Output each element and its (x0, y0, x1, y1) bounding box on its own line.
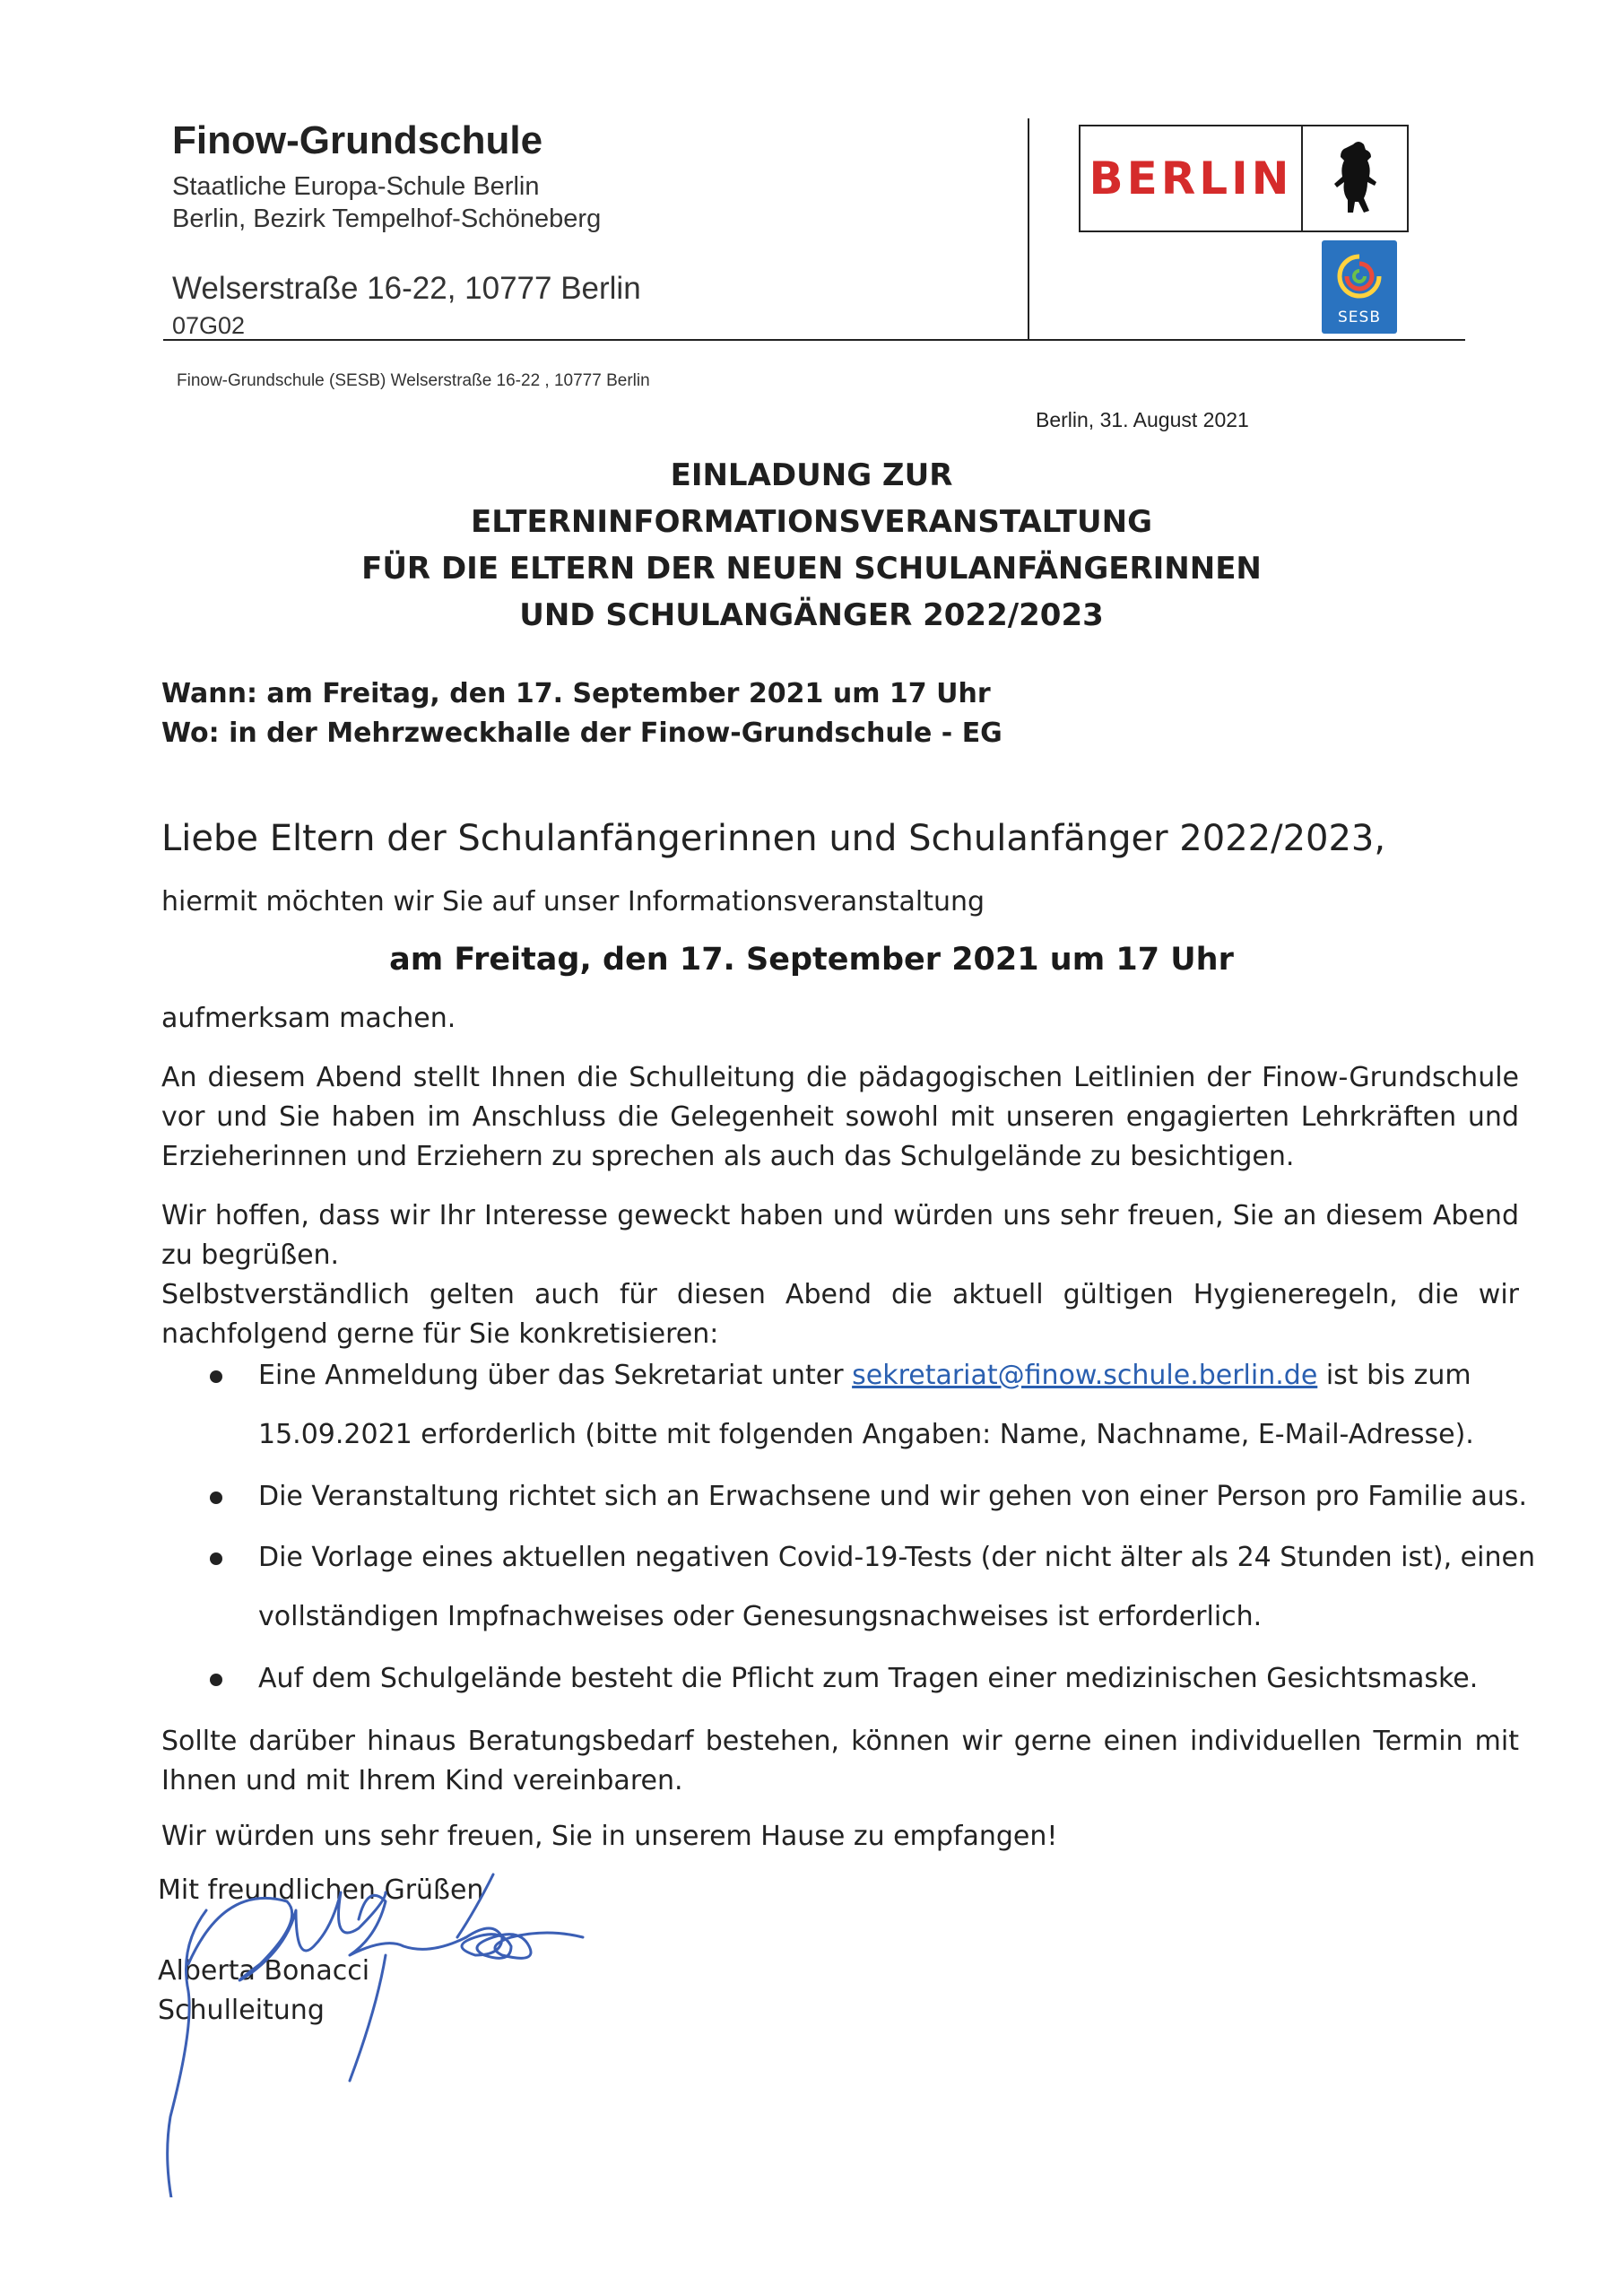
event-when: Wann: am Freitag, den 17. September 2021 um 17 Uhr (161, 678, 991, 709)
paragraph-welcome: Wir würden uns sehr freuen, Sie in unserem Hause zu empfangen! (161, 1821, 1058, 1852)
intro-line: hiermit möchten wir Sie auf unser Informationsveranstaltung (161, 886, 985, 918)
closing: Mit freundlichen Grüßen (158, 1874, 484, 1906)
berlin-logo (1079, 125, 1409, 232)
paragraph-evening: An diesem Abend stellt Ihnen die Schulleitung die pädagogischen Leitlinien der Finow-Grundschule vor und Sie haben im Anschluss die Gelegenheit sowohl mit unseren engagierten Lehrkräften und Erzieherinnen und Erziehern zu sprechen als auch das Schulgelände zu besichtigen. (161, 1062, 1519, 1172)
secretariat-email-link[interactable]: sekretariat@finow.schule.berlin.de (852, 1360, 1318, 1391)
signer-name: Alberta Bonacci (158, 1955, 370, 1987)
school-subtitle-2: Berlin, Bezirk Tempelhof-Schöneberg (172, 204, 602, 233)
letter-date: Berlin, 31. August 2021 (1036, 408, 1249, 431)
letter-title (0, 452, 1623, 639)
school-name: Finow-Grundschule (172, 118, 543, 162)
greeting: Liebe Eltern der Schulanfängerinnen und Schulanfänger 2022/2023, (161, 818, 1386, 859)
school-address: Welserstraße 16-22, 10777 Berlin (172, 271, 641, 306)
paragraph-hope: Wir hoffen, dass wir Ihr Interesse geweckt haben und würden uns sehr freuen, Sie an diesem Abend zu begrüßen. (161, 1200, 1519, 1271)
signer-role: Schulleitung (158, 1995, 325, 2026)
bullet-dot (210, 1492, 222, 1504)
bullet-registration (258, 1360, 1471, 1391)
bullet-dot (210, 1552, 222, 1565)
paragraph-consultation: Sollte darüber hinaus Beratungsbedarf bestehen, können wir gerne einen individuellen Termin mit Ihnen und mit Ihrem Kind vereinbaren. (161, 1726, 1519, 1796)
bullet-registration-line-2: 15.09.2021 erforderlich (bitte mit folgenden Angaben: Name, Nachname, E-Mail-Adresse). (258, 1419, 1474, 1450)
event-where: Wo: in der Mehrzweckhalle der Finow-Grundschule - EG (161, 718, 1002, 749)
berlin-bear-icon (1306, 134, 1405, 223)
letterhead-divider-vertical (1028, 118, 1029, 339)
bullet-dot (210, 1674, 222, 1686)
event-date-highlight: am Freitag, den 17. September 2021 um 17 Uhr (389, 942, 1234, 978)
sesb-logo (1322, 240, 1397, 334)
title-line-1: EINLADUNG ZUR (670, 457, 953, 493)
bullet-dot (210, 1370, 222, 1383)
paragraph-hygiene: Selbstverständlich gelten auch für diesen Abend die aktuell gültigen Hygieneregeln, die wir nachfolgend gerne für Sie konkretisieren: (161, 1279, 1519, 1350)
title-line-3: FÜR DIE ELTERN DER NEUEN SCHULANFÄNGERINNEN (361, 551, 1262, 587)
bullet-covid-test: Die Vorlage eines aktuellen negativen Covid-19-Tests (der nicht älter als 24 Stunden ist), einen (258, 1542, 1535, 1573)
bullet-mask: Auf dem Schulgelände besteht die Pflicht zum Tragen einer medizinischen Gesichtsmaske. (258, 1663, 1479, 1694)
sender-line: Finow-Grundschule (SESB) Welserstraße 16-22 , 10777 Berlin (177, 371, 650, 390)
bullet-adults: Die Veranstaltung richtet sich an Erwachsene und wir gehen von einer Person pro Familie aus. (258, 1481, 1528, 1512)
letterhead-divider-horizontal (163, 339, 1465, 341)
school-subtitle-1: Staatliche Europa-Schule Berlin (172, 172, 540, 201)
berlin-logo-text: BERLIN (1089, 152, 1293, 204)
sesb-swirl-icon (1332, 249, 1386, 303)
berlin-logo-divider (1301, 126, 1303, 230)
bullet-registration-pre: Eine Anmeldung über das Sekretariat unter (258, 1360, 853, 1391)
bullet-covid-test-line-2: vollständigen Impfnachweises oder Genesungsnachweises ist erforderlich. (258, 1601, 1263, 1632)
school-code: 07G02 (172, 312, 246, 339)
attention-line: aufmerksam machen. (161, 1003, 456, 1034)
title-line-4: UND SCHULANGÄNGER 2022/2023 (519, 597, 1104, 633)
handwritten-signature (152, 1857, 897, 2197)
bullet-registration-post: ist bis zum (1317, 1360, 1471, 1391)
title-line-2: ELTERNINFORMATIONSVERANSTALTUNG (471, 504, 1152, 540)
sesb-logo-text: SESB (1338, 309, 1381, 326)
